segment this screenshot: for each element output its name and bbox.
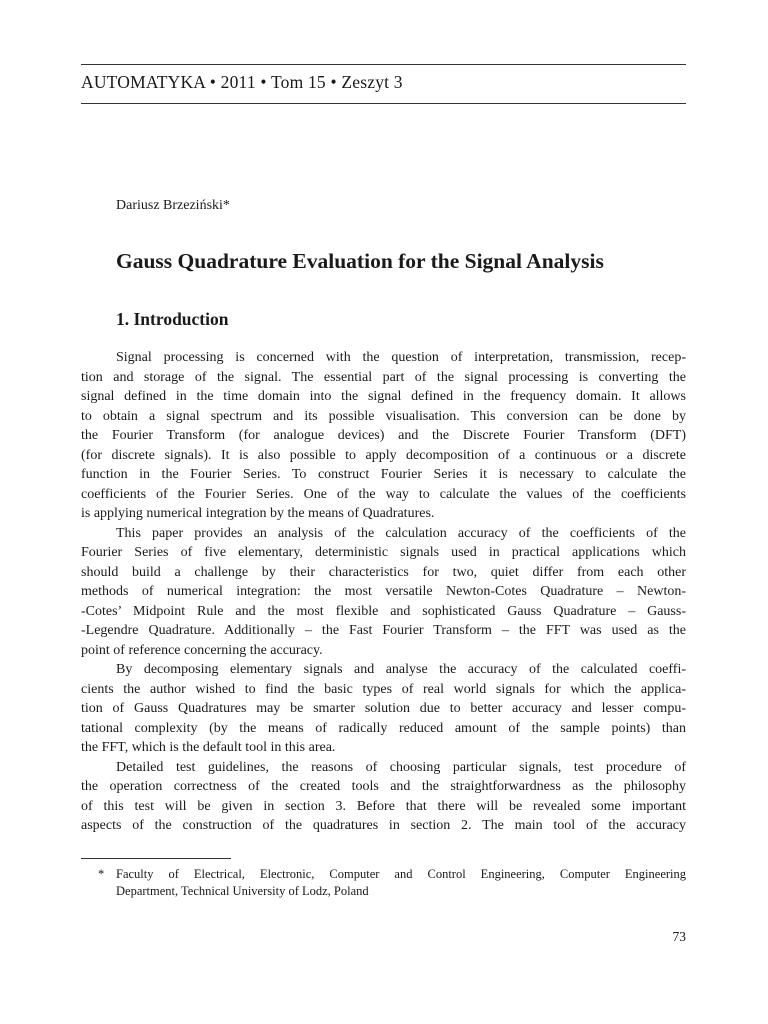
body-line: the Fourier Transform (for analogue devices) and the Discrete Fourier Transform (DFT) [81, 428, 686, 443]
body-line: Detailed test guidelines, the reasons of choosing particular signals, test procedure of [116, 759, 686, 775]
body-line: to obtain a signal spectrum and its possible visualisation. This conversion can be done by [81, 408, 686, 424]
body-line: the operation correctness of the created tools and the straightforwardness as the philosophy [81, 779, 686, 794]
footnote-line: Department, Technical University of Lodz, Poland [116, 884, 369, 898]
paper-title: Gauss Quadrature Evaluation for the Signal Analysis [116, 249, 604, 273]
footnote-rule [81, 858, 231, 859]
header-top-rule [81, 64, 686, 65]
body-line: (for discrete signals). It is also possible to apply decomposition of a continuous or a discrete [81, 447, 686, 463]
body-line: -Cotes’ Midpoint Rule and the most flexible and sophisticated Gauss Quadrature – Gauss- [81, 603, 686, 619]
body-line: tion of Gauss Quadratures may be smarter solution due to better accuracy and lesser compu- [81, 701, 686, 716]
body-line: This paper provides an analysis of the calculation accuracy of the coefficients of the [116, 525, 686, 541]
body-line: should build a challenge by their characteristics for two, quiet differ from each other [81, 564, 686, 580]
author-name: Dariusz Brzeziński* [116, 198, 230, 213]
header-bottom-rule [81, 103, 686, 104]
journal-header: AUTOMATYKA • 2011 • Tom 15 • Zeszyt 3 [81, 72, 403, 92]
body-line: point of reference concerning the accuracy. [81, 642, 323, 658]
body-line: tational complexity (by the means of radically reduced amount of the sample points) than [81, 720, 686, 736]
body-line: Fourier Series of five elementary, deterministic signals used in practical applications which [81, 545, 686, 560]
body-line: -Legendre Quadrature. Additionally – the Fast Fourier Transform – the FFT was used as the [81, 623, 686, 638]
body-line: aspects of the construction of the quadratures in section 2. The main tool of the accuracy [81, 818, 686, 833]
body-line: tion and storage of the signal. The essential part of the signal processing is converting the [81, 369, 686, 385]
footnote [98, 866, 686, 900]
body-line: of this test will be given in section 3. Before that there will be revealed some important [81, 798, 686, 814]
section-heading: 1. Introduction [116, 309, 229, 329]
body-line: Signal processing is concerned with the question of interpretation, transmission, recep- [116, 350, 686, 365]
body-line: coefficients of the Fourier Series. One of the way to calculate the values of the coefficients [81, 486, 686, 502]
body-line: By decomposing elementary signals and analyse the accuracy of the calculated coeffi- [116, 662, 686, 677]
body-line: function in the Fourier Series. To construct Fourier Series it is necessary to calculate the [81, 467, 686, 482]
page-number: 73 [672, 929, 686, 944]
body-text [81, 348, 686, 836]
footnote-line: Faculty of Electrical, Electronic, Computer and Control Engineering, Computer Engineering [116, 867, 686, 881]
body-line: signal defined in the time domain into the signal defined in the frequency domain. It allows [81, 389, 686, 404]
body-line: is applying numerical integration by the means of Quadratures. [81, 506, 435, 521]
footnote-mark: * [98, 867, 105, 881]
body-line: cients the author wished to find the basic types of real world signals for which the applica- [81, 681, 686, 697]
body-line: the FFT, which is the default tool in this area. [81, 740, 336, 755]
body-line: methods of numerical integration: the most versatile Newton-Cotes Quadrature – Newton- [81, 584, 686, 599]
